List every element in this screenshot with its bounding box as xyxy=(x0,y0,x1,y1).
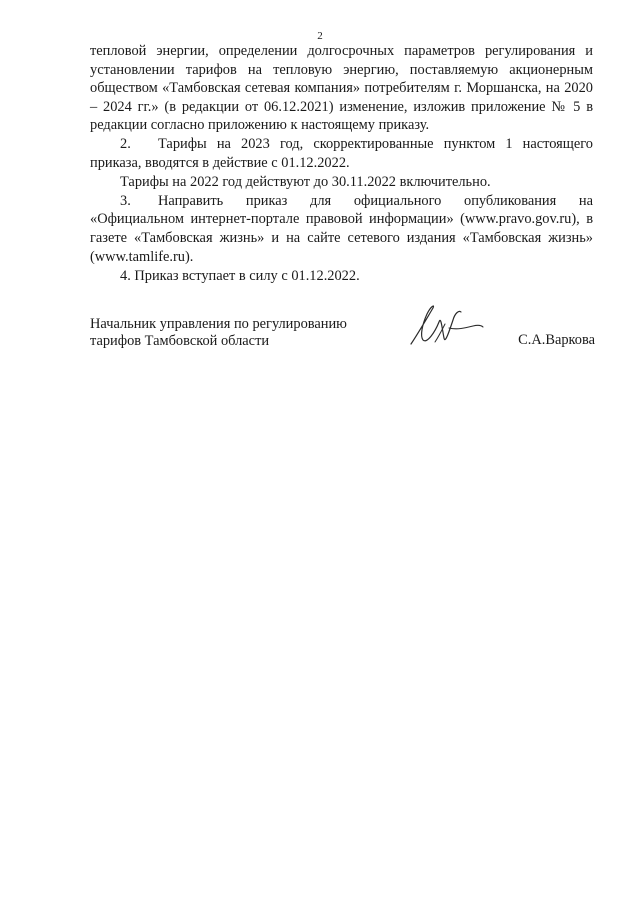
document-body xyxy=(90,42,593,286)
item-number: 2. xyxy=(120,135,131,152)
signer-position xyxy=(90,316,390,350)
paragraph-item-3 xyxy=(90,192,593,266)
signature-block xyxy=(90,314,595,374)
handwritten-signature xyxy=(405,298,485,354)
paragraph-item-2-text: Тарифы на 2023 год, скорректированные пунктом 1 настоящего приказа, вводятся в действие с 01.12.2022. xyxy=(90,135,593,171)
page-number: 2 xyxy=(317,30,323,42)
paragraph-item-3-text: Направить приказ для официального опубликования на «Официальном интернет-портале правовой информации» (www.pravo.gov.ru), в газете «Тамбовская жизнь» и на сайте сетевого издания «Тамбовская жизнь» (www.tamlife.ru). xyxy=(90,192,593,265)
item-number: 3. xyxy=(120,192,131,209)
signer-position-line-2: тарифов Тамбовской области xyxy=(90,333,270,349)
signer-name: С.А.Варкова xyxy=(518,332,595,348)
paragraph-tariffs-2022: Тарифы на 2022 год действуют до 30.11.2022 включительно. xyxy=(120,174,491,191)
paragraph-item-2 xyxy=(90,135,593,172)
paragraph-item-4: 4. Приказ вступает в силу с 01.12.2022. xyxy=(120,268,360,285)
signer-position-line-1: Начальник управления по регулированию xyxy=(90,316,347,332)
paragraph-amendment: тепловой энергии, определении долгосрочных параметров регулирования и установлении тарифов на тепловую энергию, поставляемую акционерным обществом «Тамбовская сетевая компания» потребителям г. Моршанска, на 2020 – 2024 гг.» (в редакции от 06.12.2021) изменение, изложив приложение № 5 в редакции согласно приложению к настоящему приказу. xyxy=(90,43,593,134)
